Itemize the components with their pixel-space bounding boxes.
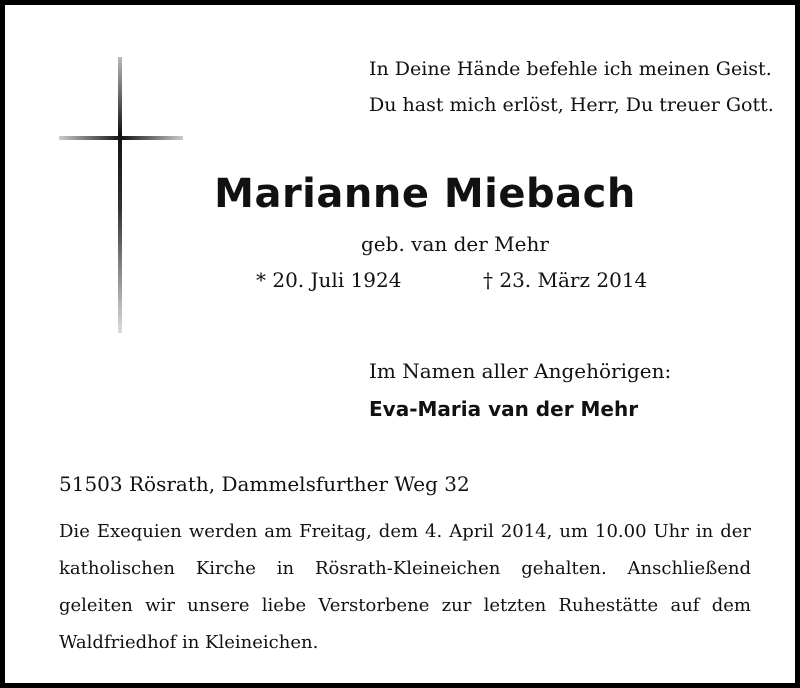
address: 51503 Rösrath, Dammelsfurther Weg 32 (59, 472, 470, 496)
verse-line-2: Du hast mich erlöst, Herr, Du treuer Gott. (369, 94, 774, 116)
verse (369, 51, 774, 123)
maiden-name: geb. van der Mehr (361, 232, 549, 256)
death-date: † 23. März 2014 (483, 268, 648, 292)
verse-line-1: In Deine Hände befehle ich meinen Geist. (369, 58, 772, 80)
signoff-label: Im Namen aller Angehörigen: (369, 359, 672, 383)
birth-date: * 20. Juli 1924 (256, 268, 402, 292)
funeral-notice-text: Die Exequien werden am Freitag, dem 4. April 2014, um 10.00 Uhr in der katholischen Kirche in Rösrath-Kleineichen gehalten. Anschließend geleiten wir unsere liebe Verstorbene zur letzten Ruhestätte auf dem Waldfriedhof in Kleineichen. (59, 521, 751, 653)
deceased-name: Marianne Miebach (214, 171, 636, 217)
signoff-name: Eva-Maria van der Mehr (369, 397, 639, 421)
